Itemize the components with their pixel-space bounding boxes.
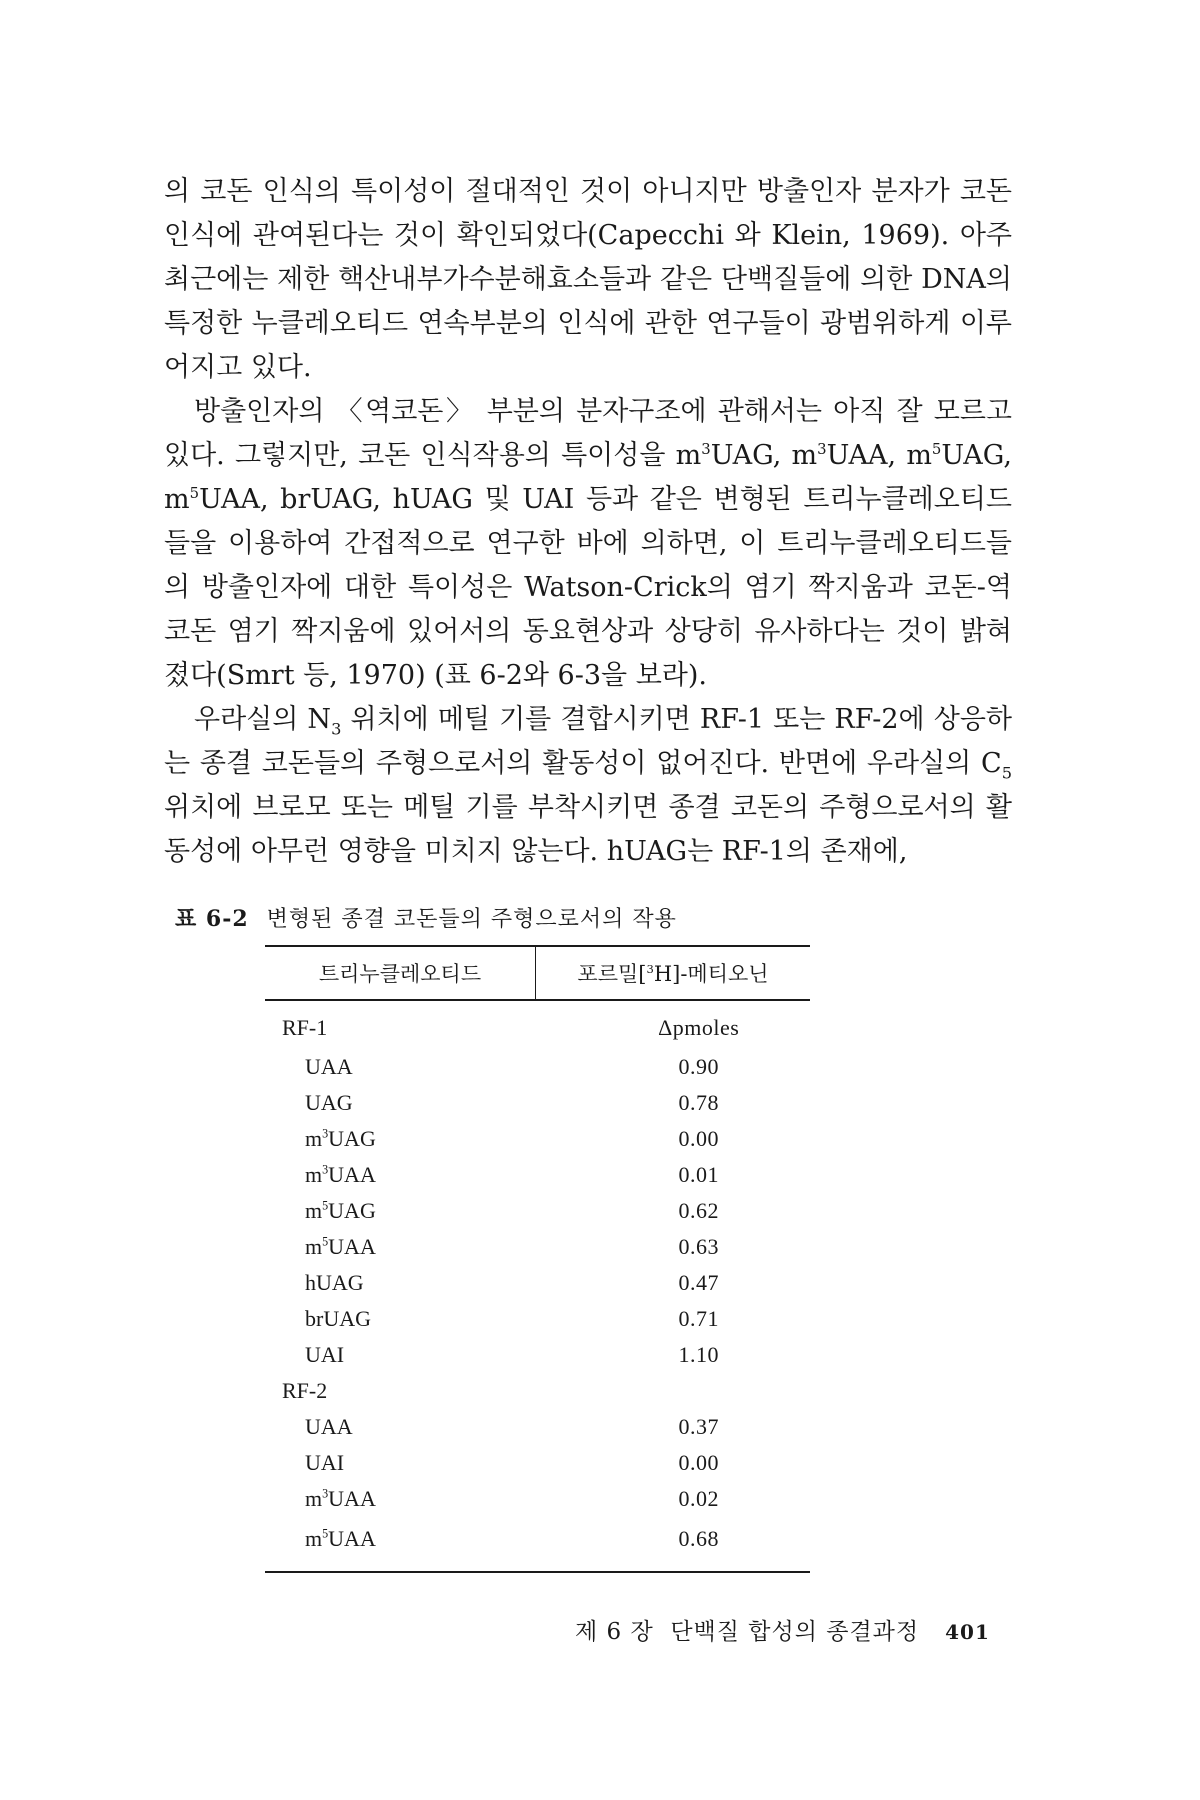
- table-row: [265, 1157, 810, 1193]
- table-header-row: [265, 946, 810, 1000]
- table-row: [265, 1265, 810, 1301]
- paragraph-3-text: 위치에 브로모 또는 메틸 기를 부착시키면 종결 코돈의 주형으로서의 활동성에 아무런 영향을 미치지 않는다. hUAG는 RF-1의 존재에,: [164, 792, 1012, 867]
- subscript: 5: [1001, 763, 1012, 783]
- paragraph-2-text: UAA, m: [826, 440, 932, 471]
- paragraph-3-text: 위치에 메틸 기를 결합시키면 RF-1 또는 RF-2에 상응하는 종결 코돈들의 주형으로서의 활동성이 없어진다. 반면에 우라실의 C: [164, 704, 1012, 779]
- paragraph-2: [164, 390, 1012, 698]
- trinucleotide-cell: UAG: [305, 1090, 353, 1115]
- chapter-title: 제 6 장 단백질 합성의 종결과정: [575, 1619, 920, 1645]
- value-cell: [536, 1373, 811, 1409]
- table-body: [265, 1000, 810, 1572]
- table-row: [265, 1193, 810, 1229]
- subscript: 3: [331, 719, 342, 739]
- value-cell: 0.02: [678, 1486, 719, 1511]
- superscript: 3: [817, 440, 827, 458]
- superscript: 5: [931, 440, 942, 458]
- trinucleotide-cell: hUAG: [305, 1270, 364, 1295]
- table-row: [265, 1121, 810, 1157]
- paragraph-3: [164, 698, 1012, 874]
- value-cell: 0.37: [678, 1414, 719, 1439]
- value-cell: 0.00: [678, 1126, 719, 1151]
- table-caption: [175, 902, 677, 933]
- paragraph-1-text: 의 코돈 인식의 특이성이 절대적인 것이 아니지만 방출인자 분자가 코돈 인식에 관여된다는 것이 확인되었다(Capecchi 와 Klein, 1969). 아주 최근에는 제한 핵산내부가수분해효소들과 같은 단백질들에 의한 DNA의 특정한 누클레오티드 연속부분의 인식에 관한 연구들이 광범위하게 이루어지고 있다.: [164, 176, 1012, 383]
- table-row: [265, 1517, 810, 1572]
- data-table: [265, 945, 810, 1573]
- trinucleotide-cell: UAA: [305, 1054, 353, 1079]
- value-cell: 0.63: [678, 1234, 719, 1259]
- superscript: 3: [701, 440, 711, 458]
- factor-group-label: RF-1: [282, 1015, 328, 1040]
- header-trinucleotide: 트리누클레오티드: [265, 946, 536, 1000]
- factor-group-label: RF-2: [282, 1378, 328, 1403]
- trinucleotide-cell: $m^5UAA$: [265, 1517, 536, 1572]
- paragraph-2-text: UAA, brUAG, hUAG 및 UAI 등과 같은 변형된 트리누클레오티드들을 이용하여 간접적으로 연구한 바에 의하면, 이 트리누클레오티드들의 방출인자에 대한 특이성은 Watson-Crick의 염기 짝지움과 코돈-역코돈 염기 짝지움에 있어서의 동요현상과 상당히 유사하다는 것이 밝혀졌다(Smrt 등, 1970) (표 6-2와 6-3을 보라).: [164, 484, 1012, 691]
- trinucleotide-cell: $m^3UAA$: [305, 1486, 376, 1511]
- table-row: [265, 1049, 810, 1085]
- table-row: [265, 1229, 810, 1265]
- trinucleotide-cell: $m^5UAG$: [305, 1198, 376, 1223]
- value-cell: 1.10: [678, 1342, 719, 1367]
- table-row: [265, 1373, 810, 1409]
- value-cell: 0.01: [678, 1162, 719, 1187]
- value-cell: 0.71: [678, 1306, 719, 1331]
- table-title: 변형된 종결 코돈들의 주형으로서의 작용: [266, 907, 677, 932]
- trinucleotide-cell: $m^5UAA$: [305, 1234, 376, 1259]
- value-cell: 0.68: [536, 1517, 811, 1572]
- paragraph-1: [164, 170, 1012, 390]
- table-row: [265, 1409, 810, 1445]
- trinucleotide-cell: UAI: [305, 1450, 345, 1475]
- table-row: [265, 1445, 810, 1481]
- value-cell: 0.78: [678, 1090, 719, 1115]
- table-row: [265, 1301, 810, 1337]
- paragraph-2-text: UAG, m: [710, 440, 818, 471]
- superscript: 5: [189, 484, 200, 502]
- table-row: [265, 1481, 810, 1517]
- value-cell: 0.00: [678, 1450, 719, 1475]
- value-cell: 0.47: [678, 1270, 719, 1295]
- page-number: 401: [945, 1620, 990, 1644]
- trinucleotide-cell: UAA: [305, 1414, 353, 1439]
- table-row: [265, 1000, 810, 1049]
- paragraph-2-text: 방출인자의 〈역코돈〉 부분의 분자구조에 관해서는 아직 잘 모르고 있다. 그렇지만, 코돈 인식작용의 특이성을 m: [164, 396, 1012, 471]
- trinucleotide-cell: $m^3UAG$: [305, 1126, 376, 1151]
- paragraph-3-text: 우라실의 N: [194, 704, 332, 735]
- value-cell: 0.90: [678, 1054, 719, 1079]
- body-text: [164, 170, 1012, 874]
- value-cell: 0.62: [678, 1198, 719, 1223]
- unit-label: Δpmoles: [658, 1015, 740, 1040]
- table-number: 표 6-2: [175, 906, 249, 932]
- header-formyl-methionine: 포르밀[$^3$H]-메티오닌: [536, 946, 811, 1000]
- paragraph-2-text: UAG, m: [164, 440, 1012, 515]
- table-row: [265, 1337, 810, 1373]
- trinucleotide-cell: UAI: [305, 1342, 345, 1367]
- page-footer: [575, 1613, 990, 1646]
- trinucleotide-cell: brUAG: [305, 1306, 371, 1331]
- table-row: [265, 1085, 810, 1121]
- trinucleotide-cell: $m^3UAA$: [305, 1162, 376, 1187]
